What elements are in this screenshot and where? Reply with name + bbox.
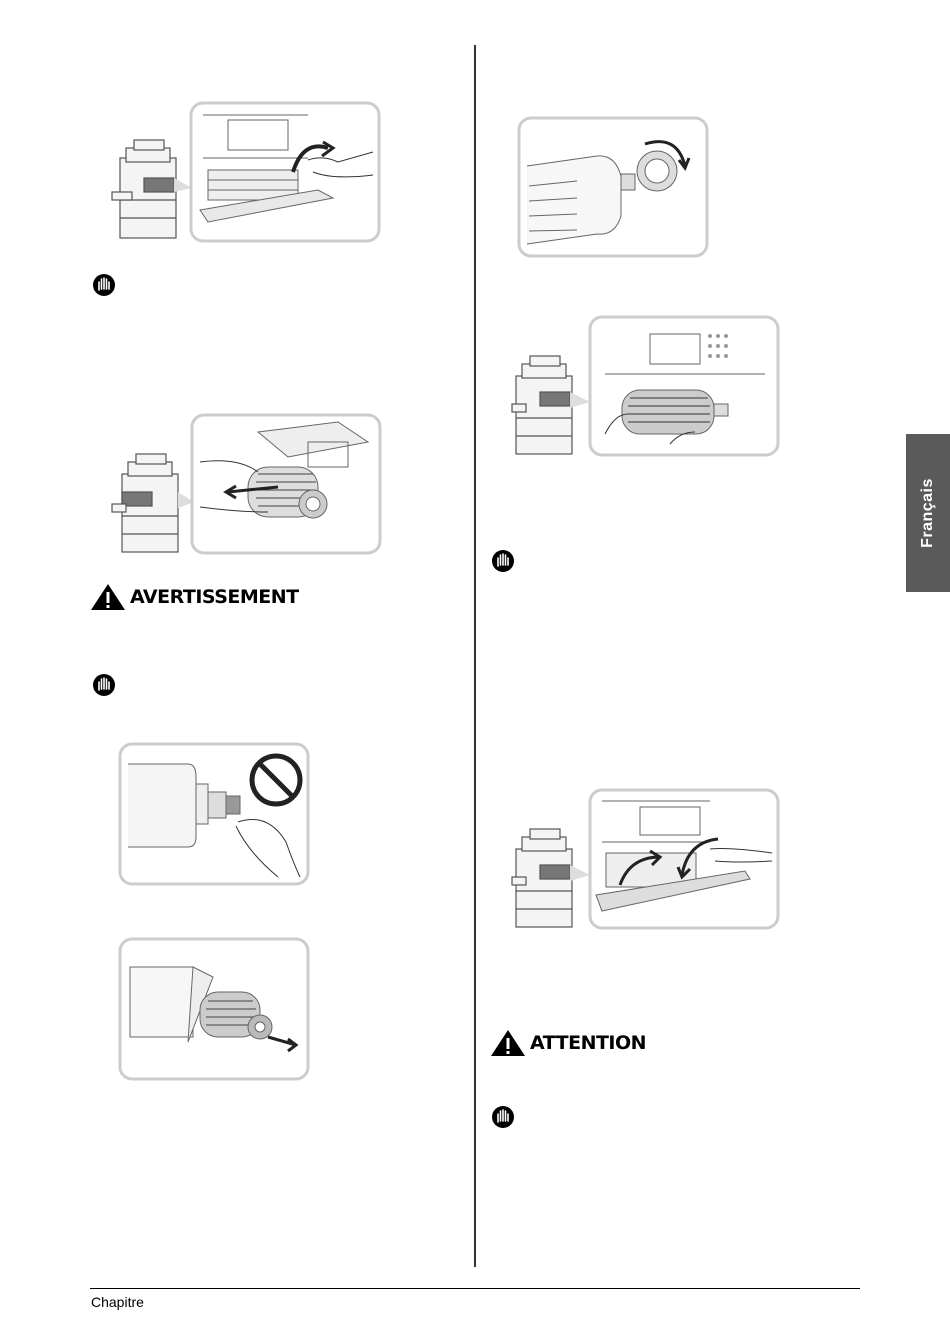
- figure-insert-toner-cartridge: [510, 314, 782, 459]
- warning-triangle-icon: [490, 1029, 526, 1057]
- figure-cartridge-from-box: [118, 937, 312, 1082]
- figure-open-front-cover: [108, 100, 383, 245]
- warning-attention: [490, 1029, 646, 1057]
- figure-close-front-cover: [510, 787, 782, 932]
- printer-illustration: [512, 829, 572, 927]
- figure-remove-cartridge-cap: [517, 116, 711, 261]
- footer-rule: [90, 1288, 860, 1289]
- stop-hand-icon: [92, 272, 116, 298]
- printer-illustration: [512, 356, 572, 454]
- figure-do-not-touch-shutter: [118, 742, 312, 887]
- warning-avertissement: [90, 583, 299, 611]
- figure-remove-toner-cartridge: [108, 412, 383, 557]
- warning-label: ATTENTION: [530, 1032, 647, 1054]
- language-tab-label: Français: [919, 478, 936, 548]
- column-divider: [474, 45, 476, 1267]
- warning-triangle-icon: [90, 583, 126, 611]
- printer-illustration: [112, 454, 178, 552]
- warning-label: AVERTISSEMENT: [130, 586, 299, 608]
- language-tab[interactable]: [906, 434, 950, 592]
- stop-hand-icon: [491, 548, 515, 574]
- stop-hand-icon: [92, 672, 116, 698]
- printer-illustration: [112, 140, 176, 238]
- footer-chapter-label: Chapitre: [91, 1294, 144, 1310]
- stop-hand-icon: [491, 1104, 515, 1130]
